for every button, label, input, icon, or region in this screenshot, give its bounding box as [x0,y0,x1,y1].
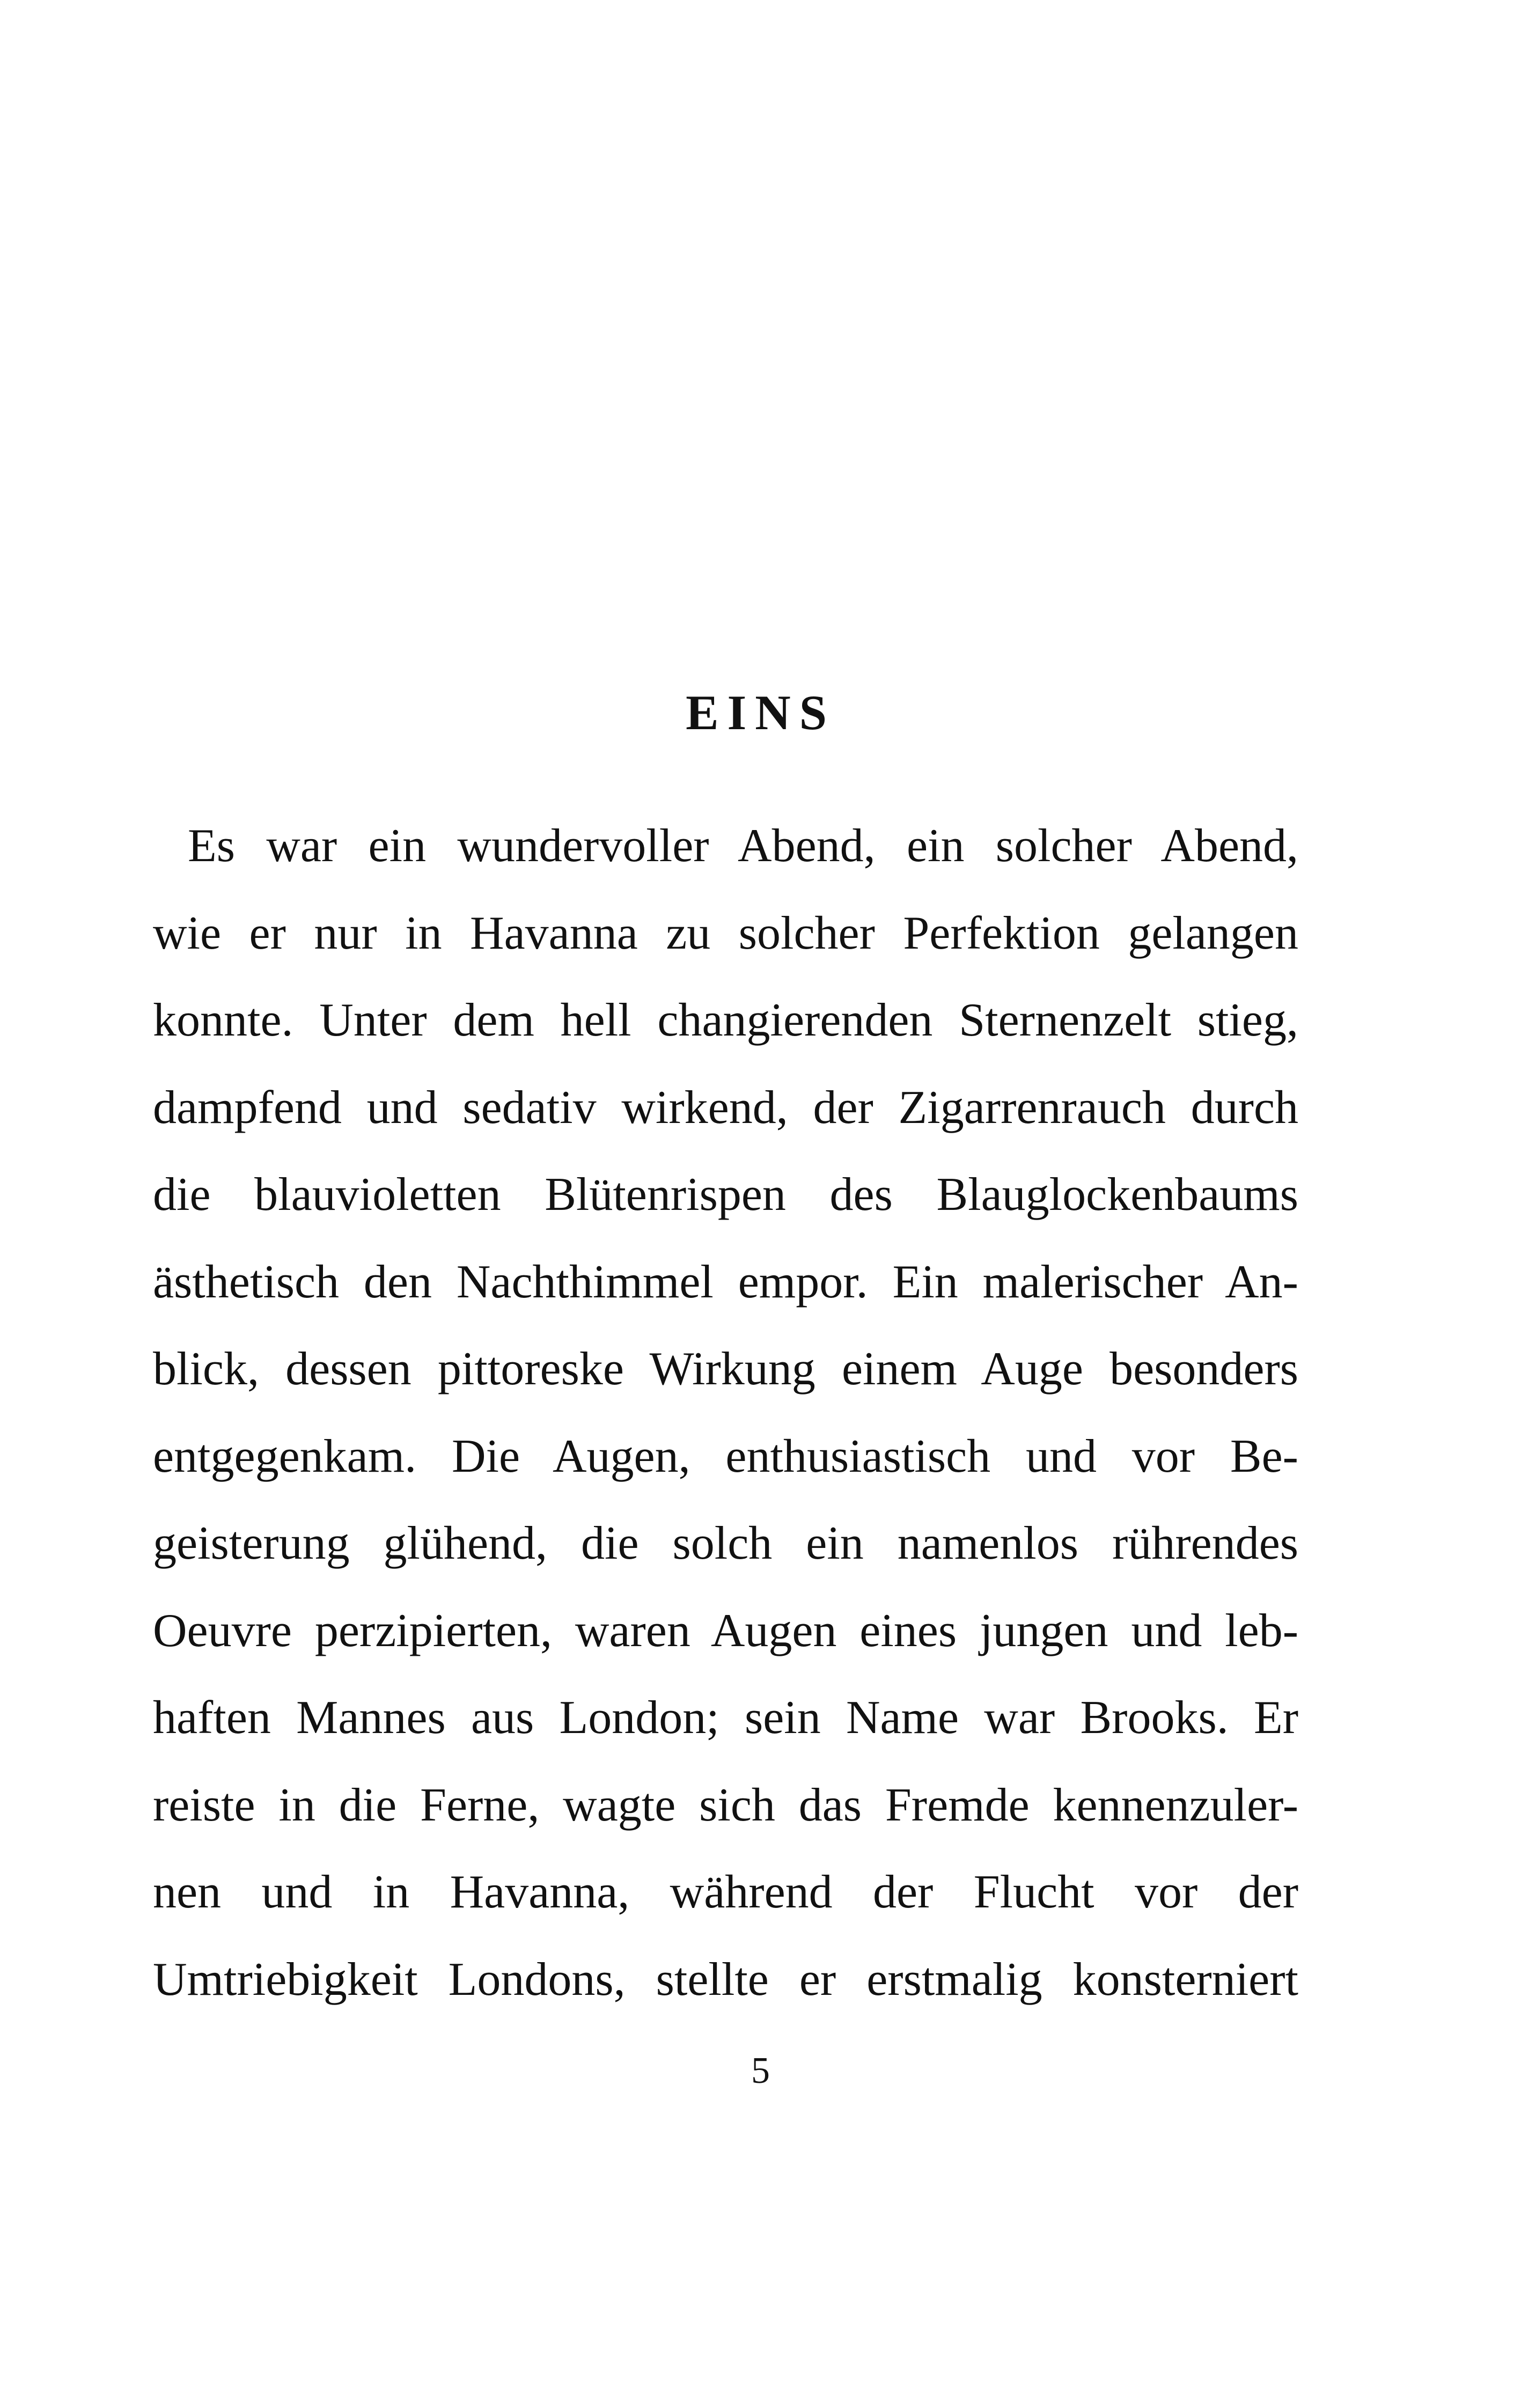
page-number: 5 [751,2050,770,2091]
paragraph-line: wie er nur in Havanna zu solcher Perfektion gelangen [153,907,1298,959]
paragraph-line: nen und in Havanna, während der Flucht vor der [153,1866,1298,1918]
paragraph-line: die blauvioletten Blütenrispen des Blauglockenbaums [153,1169,1298,1221]
paragraph-line: konnte. Unter dem hell changierenden Sternenzelt stieg, [153,994,1298,1046]
paragraph-line: dampfend und sedativ wirkend, der Zigarrenrauch durch [153,1081,1298,1134]
paragraph-line: ästhetisch den Nachthimmel empor. Ein malerischer An- [153,1256,1298,1308]
paragraph-line: entgegenkam. Die Augen, enthusiastisch und vor Be- [153,1430,1298,1482]
chapter-title: EINS [686,685,835,740]
paragraph-line: haften Mannes aus London; sein Name war Brooks. Er [153,1692,1298,1744]
chapter-paragraph [153,803,1298,2023]
paragraph-line: geisterung glühend, die solch ein namenlos rührendes [153,1517,1298,1569]
paragraph-line: Es war ein wundervoller Abend, ein solcher Abend, [188,820,1298,872]
paragraph-line: blick, dessen pittoreske Wirkung einem Auge besonders [153,1343,1298,1395]
paragraph-line: reiste in die Ferne, wagte sich das Fremde kennenzuler- [153,1779,1298,1831]
paragraph-line: Oeuvre perzipierten, waren Augen eines jungen und leb- [153,1604,1298,1657]
paragraph-line: Umtriebigkeit Londons, stellte er erstmalig konsterniert [153,1953,1298,2006]
